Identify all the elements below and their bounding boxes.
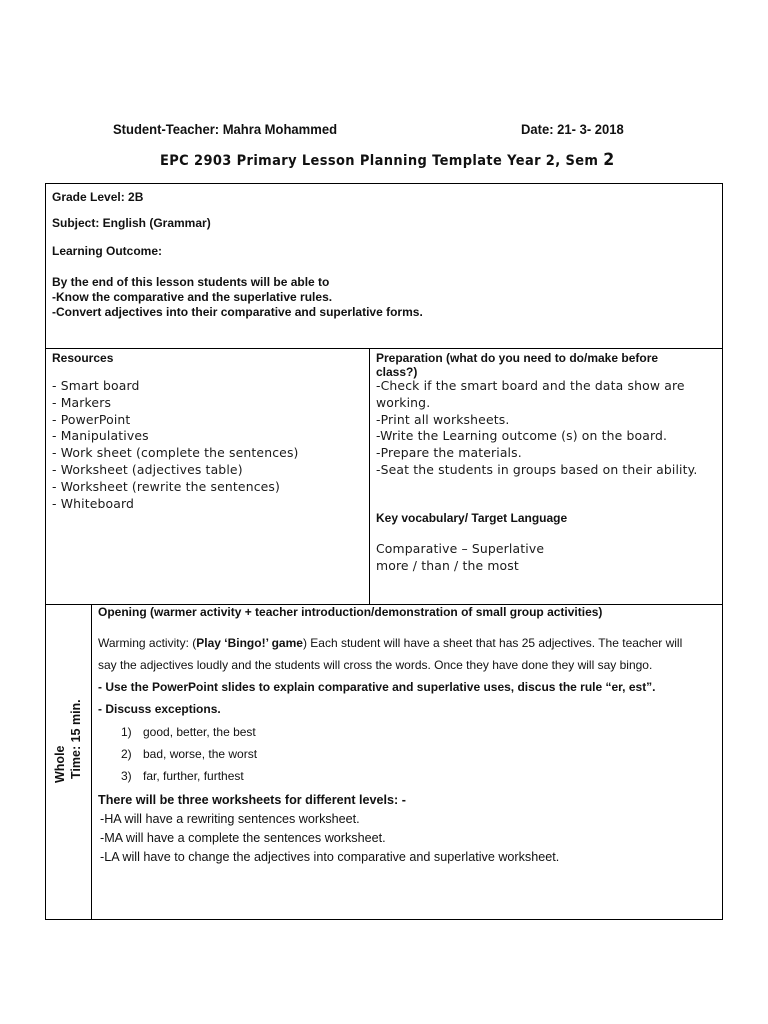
warming-description: ) Each student will have a sheet that has 25 adjectives. The teacher will	[302, 636, 683, 650]
opening-section	[91, 604, 723, 920]
learning-outcome-label: Learning Outcome:	[52, 244, 163, 258]
levels-heading: There will be three worksheets for different levels: -	[98, 793, 406, 807]
bingo-game-name: Play ‘Bingo!’ game	[196, 636, 303, 650]
preparation-item: -Write the Learning outcome (s) on the board.	[376, 428, 668, 444]
opening-side-label-cell	[45, 604, 92, 920]
preparation-heading-cont: class?)	[376, 365, 418, 379]
resource-item: - Smart board	[52, 378, 140, 393]
outcome-line: -Know the comparative and the superlative rules.	[52, 290, 333, 304]
resource-item: - Work sheet (complete the sentences)	[52, 445, 299, 461]
preparation-item: -Prepare the materials.	[376, 445, 522, 461]
resource-item: - Worksheet (rewrite the sentences)	[52, 478, 281, 494]
preparation-list	[376, 378, 697, 479]
grade-level: Grade Level: 2B	[52, 190, 144, 204]
exception-number: 3)	[121, 769, 132, 783]
lesson-info-section	[45, 183, 723, 349]
key-vocabulary-heading: Key vocabulary/ Target Language	[376, 511, 568, 525]
exception-number: 2)	[121, 747, 132, 761]
student-teacher-name: Student-Teacher: Mahra Mohammed	[113, 121, 338, 137]
preparation-item: -Seat the students in groups based on their ability.	[376, 461, 698, 477]
powerpoint-step: - Use the PowerPoint slides to explain comparative and superlative uses, discus the rule “er, est”.	[98, 680, 656, 694]
resources-list	[52, 378, 299, 512]
key-vocabulary-list	[376, 541, 544, 575]
preparation-item: -Print all worksheets.	[376, 411, 510, 427]
time-label: Time: 15 min.	[69, 699, 83, 779]
resource-item: - Whiteboard	[52, 495, 135, 511]
title-main: EPC 2903 Primary Lesson Planning Template Year 2, Sem	[160, 153, 599, 169]
vocabulary-line: more / than / the most	[376, 557, 519, 573]
title-sem-number: 2	[603, 150, 615, 170]
outcome-line: -Convert adjectives into their comparative and superlative forms.	[52, 305, 423, 319]
resources-heading: Resources	[52, 351, 114, 365]
exception-item: far, further, furthest	[143, 769, 244, 783]
vocabulary-line: Comparative – Superlative	[376, 541, 545, 556]
warming-prefix: Warming activity: (	[98, 636, 197, 650]
resource-item: - Manipulatives	[52, 428, 149, 444]
warming-activity	[98, 636, 682, 650]
preparation-section	[369, 348, 723, 605]
warming-activity-cont: say the adjectives loudly and the students will cross the words. Once they have done they will say bingo.	[98, 658, 653, 672]
lesson-date: Date: 21- 3- 2018	[521, 121, 624, 137]
level-item: -LA will have to change the adjectives into comparative and superlative worksheet.	[100, 850, 560, 864]
preparation-item: -Check if the smart board and the data show are	[376, 378, 685, 393]
resource-item: - Worksheet (adjectives table)	[52, 461, 243, 477]
preparation-item: working.	[376, 394, 431, 410]
subject: Subject: English (Grammar)	[52, 216, 211, 230]
exceptions-step: - Discuss exceptions.	[98, 702, 221, 716]
resource-item: - Markers	[52, 394, 112, 410]
exception-item: bad, worse, the worst	[143, 747, 258, 761]
exception-item: good, better, the best	[143, 725, 256, 739]
level-item: -HA will have a rewriting sentences worksheet.	[100, 812, 360, 826]
resources-section	[45, 348, 370, 605]
exception-number: 1)	[121, 725, 132, 739]
level-item: -MA will have a complete the sentences worksheet.	[100, 831, 386, 845]
resource-item: - PowerPoint	[52, 411, 131, 427]
outcome-line: By the end of this lesson students will be able to	[52, 275, 330, 289]
opening-heading: Opening (warmer activity + teacher introduction/demonstration of small group activities)	[98, 605, 603, 619]
page-title	[160, 150, 615, 170]
preparation-heading: Preparation (what do you need to do/make before	[376, 351, 659, 365]
grouping-label: Whole	[53, 745, 67, 783]
